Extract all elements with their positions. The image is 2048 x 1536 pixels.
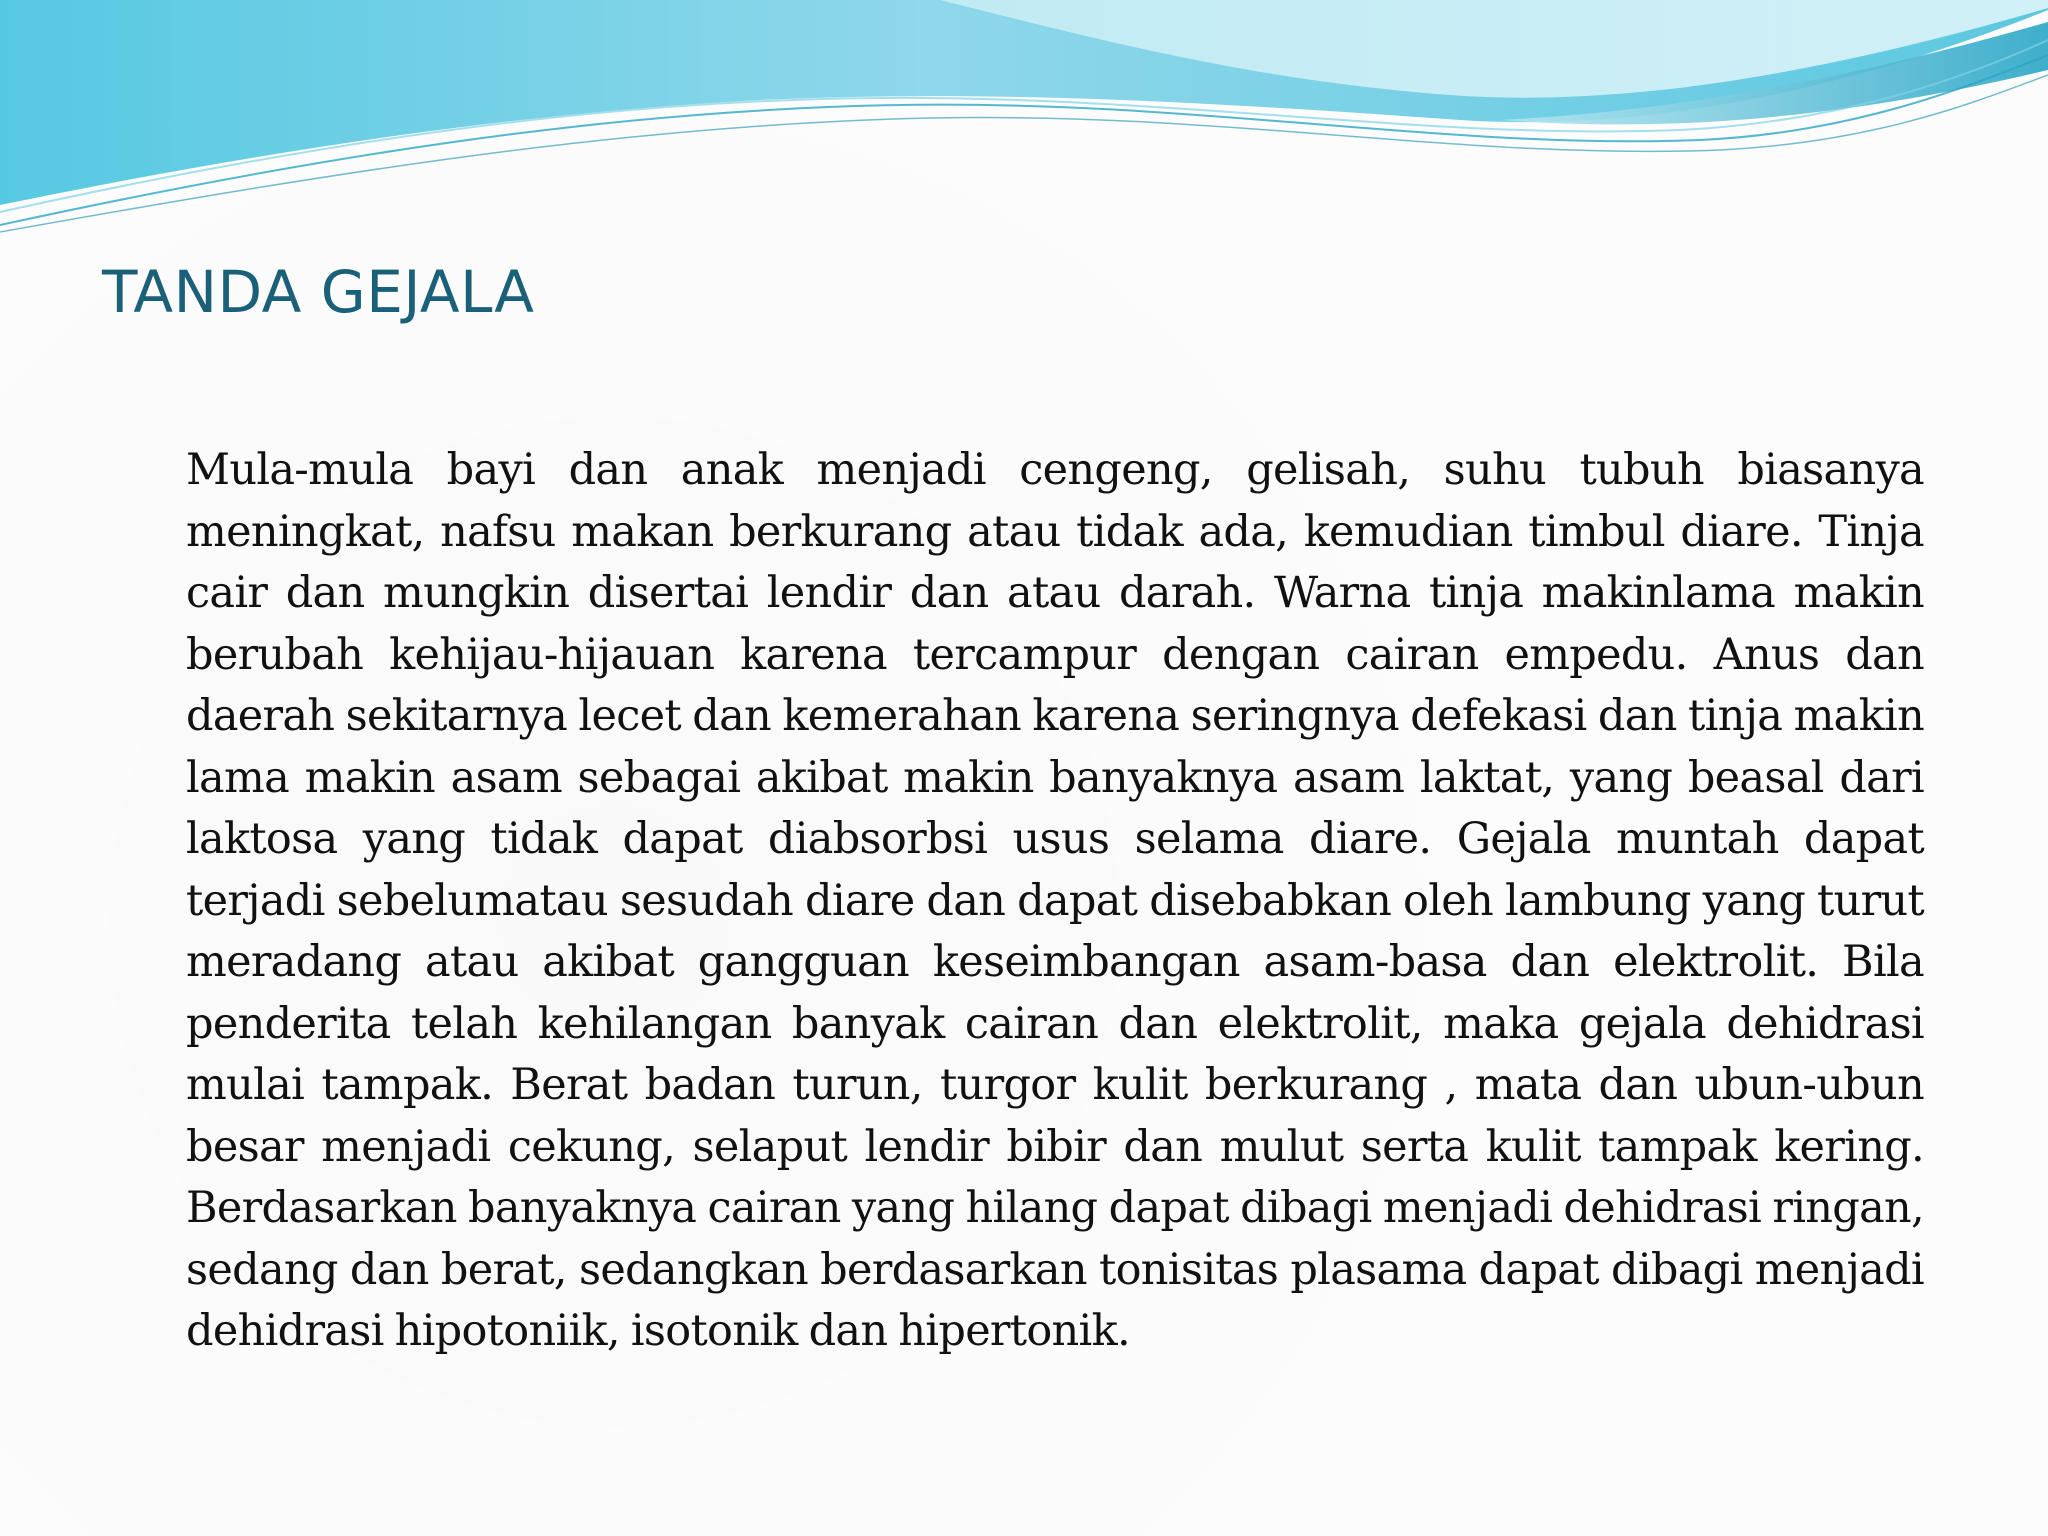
header-wave-decoration (0, 0, 2048, 240)
slide-title: TANDA GEJALA (102, 258, 535, 326)
slide-body-paragraph: Mula-mula bayi dan anak menjadi cengeng, gelisah, suhu tubuh biasanya meningkat, nafsu makan berkurang atau tidak ada, kemudian timbul diare. Tinja cair dan mungkin disertai lendir dan atau darah. Warna tinja makinlama makin berubah kehijau-hijauan karena tercampur dengan cairan empedu. Anus dan daerah sekitarnya lecet dan kemerahan karena seringnya defekasi dan tinja makin lama makin asam sebagai akibat makin banyaknya asam laktat, yang beasal dari laktosa yang tidak dapat diabsorbsi usus selama diare. Gejala muntah dapat terjadi sebelumatau sesudah diare dan dapat disebabkan oleh lambung yang turut meradang atau akibat gangguan keseimbangan asam-basa dan elektrolit. Bila penderita telah kehilangan banyak cairan dan elektrolit, maka gejala dehidrasi mulai tampak. Berat badan turun, turgor kulit berkurang , mata dan ubun-ubun besar menjadi cekung, selaput lendir bibir dan mulut serta kulit tampak kering. Berdasarkan banyaknya cairan yang hilang dapat dibagi menjadi dehidrasi ringan, sedang dan berat, sedangkan berdasarkan tonisitas plasama dapat dibagi menjadi dehidrasi hipotoniik, isotonik dan hipertonik. (186, 445, 1924, 1356)
